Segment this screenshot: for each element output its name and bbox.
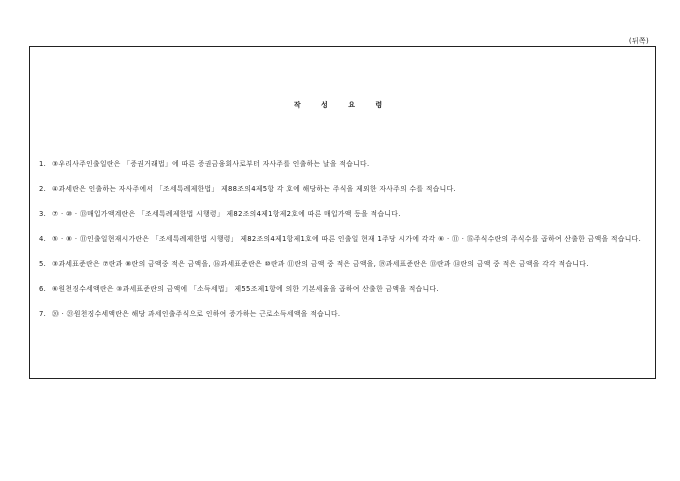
instruction-text: ⑳ · ㉑원천징수세액란은 해당 과세인출주식으로 인하여 증가하는 근로소득세액을 적습니다. xyxy=(52,310,341,318)
instruction-number: 1. xyxy=(39,160,47,168)
instruction-text: ⑦ · ⑩ · ⑬매입가액계란은 「조세특례제한법 시행령」 제82조의4제1항제2호에 따른 매입가액 등을 적습니다. xyxy=(52,210,401,218)
instruction-number: 3. xyxy=(39,210,47,218)
instruction-number: 4. xyxy=(39,235,47,243)
instruction-item-3 xyxy=(39,208,651,221)
instruction-text: ⑤ · ⑧ · ⑪인출일현재시가란은 「조세특례제한법 시행령」 제82조의4제1항제1호에 따른 인출일 현재 1주당 시가에 각각 ⑥ · ⑪ · ⑮주식수란의 주식수를 곱하여 산출한 금액을 적습니다. xyxy=(52,235,642,243)
instructions-form-box xyxy=(29,46,656,379)
instruction-item-2 xyxy=(39,183,651,196)
form-title: 작 성 요 령 xyxy=(293,101,392,109)
instruction-item-1 xyxy=(39,158,651,171)
instruction-item-4 xyxy=(39,233,651,246)
instruction-list xyxy=(39,158,651,333)
instruction-text: ④과세란은 인출하는 자사주에서 「조세특례제한법」 제88조의4제5항 각 호에 해당하는 주식을 제외한 자사주의 수를 적습니다. xyxy=(52,185,457,193)
instruction-text: ③과세표준란은 ⑦란과 ⑧란의 금액중 적은 금액을, ⑯과세표준란은 ⑩란과 ⑪란의 금액 중 적은 금액을, ⑲과세표준란은 ⑬란과 ⑭란의 금액 중 적은 금액을 각각 적습니다. xyxy=(52,260,589,268)
instruction-item-5 xyxy=(39,258,651,271)
instruction-number: 6. xyxy=(39,285,47,293)
instruction-number: 5. xyxy=(39,260,47,268)
instruction-number: 2. xyxy=(39,185,47,193)
instruction-item-7 xyxy=(39,308,651,321)
instruction-text: ⑥원천징수세액란은 ③과세표준란의 금액에 「소득세법」 제55조제1항에 의한 기본세율을 곱하여 산출한 금액을 적습니다. xyxy=(52,285,439,293)
instruction-item-6 xyxy=(39,283,651,296)
page-side-note: (뒤쪽) xyxy=(628,37,649,45)
instruction-text: ③우리사주인출일란은 「증권거래법」에 따른 증권금융회사로부터 자사주를 인출하는 날을 적습니다. xyxy=(52,160,370,168)
instruction-number: 7. xyxy=(39,310,47,318)
